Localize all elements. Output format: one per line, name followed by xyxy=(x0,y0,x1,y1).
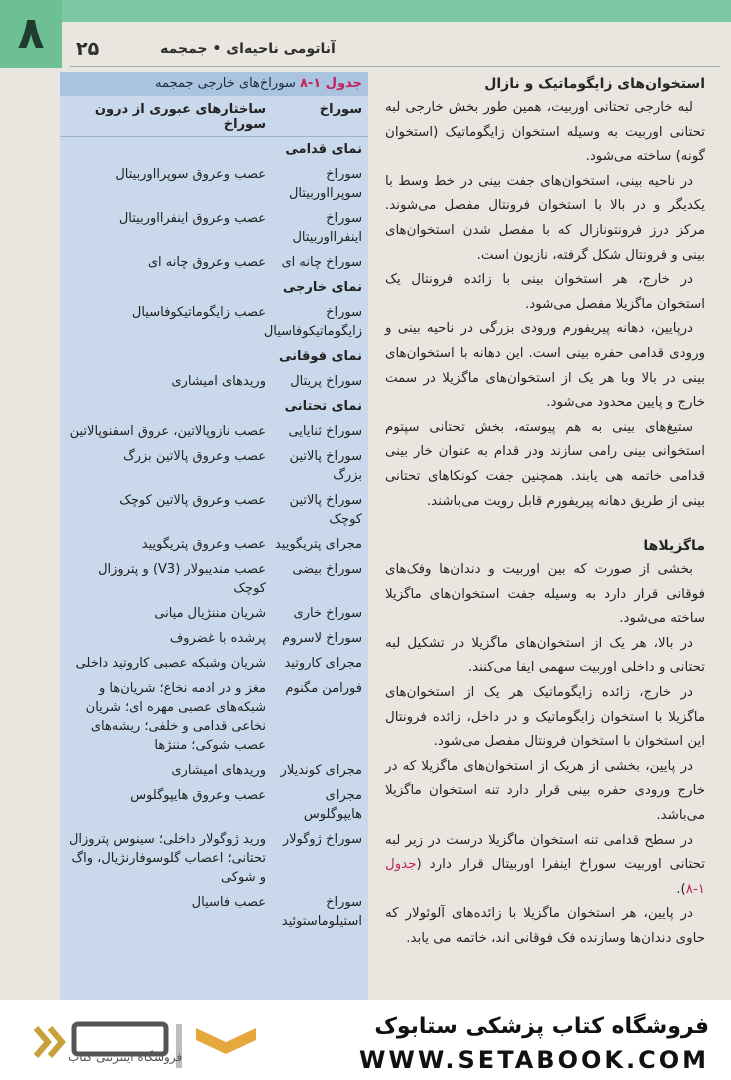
table-row xyxy=(60,532,368,557)
foramen-cell: مجرای کوندیلار xyxy=(280,763,362,778)
table-row xyxy=(60,250,368,275)
structures-cell: عصب وعروق سوپرااوربیتال xyxy=(115,167,266,182)
ref-text-after: ). xyxy=(676,881,686,897)
foramen-cell: سوراخ ژوگولار xyxy=(282,832,362,847)
table-title: سوراخ‌های خارجی جمجمه xyxy=(155,76,296,91)
header-band xyxy=(0,0,731,22)
paragraph: در خارج، هر استخوان بینی با زائده فرونتال یک استخوان ماگزیلا مفصل می‌شود. xyxy=(385,272,705,312)
structures-cell: عصب وعروق اینفرااوربیتال xyxy=(118,211,266,226)
structures-cell xyxy=(60,278,272,297)
foramen-cell: سوراخ استیلوماستوئید xyxy=(281,895,362,929)
table-row xyxy=(60,275,368,300)
chapter-tab: ۸ xyxy=(0,0,62,68)
table-row xyxy=(60,162,368,206)
structures-cell: وریدهای امیشاری xyxy=(171,374,266,389)
foramen-cell: فورامن مگنوم xyxy=(285,681,362,696)
structures-cell: عصب وعروق پتریگویید xyxy=(141,537,266,552)
table-body xyxy=(60,137,368,934)
table-row xyxy=(60,137,368,162)
table-row xyxy=(60,827,368,890)
table-row xyxy=(60,394,368,419)
table-group-label: نمای تحتانی xyxy=(284,399,362,414)
table-row xyxy=(60,206,368,250)
paragraph: در پایین، بخشی از هریک از استخوان‌های ماگزیلا که در خارج ورودی حفره بینی قرار دارد تنه استخوان ماگزیلا می‌باشد. xyxy=(385,758,705,824)
structures-cell: ورید ژوگولار داخلی؛ سینوس پتروزال تحتانی؛ اعصاب گلوسوفارنژیال، واگ و شوکی xyxy=(68,832,266,885)
table-row xyxy=(60,444,368,488)
table-group-label: نمای فوقانی xyxy=(278,349,362,364)
table-header-foramen: سوراخ xyxy=(319,102,362,117)
page-number: ۲۵ xyxy=(76,38,100,60)
store-url[interactable]: WWW.SETABOOK.COM xyxy=(358,1046,709,1074)
structures-cell: عصب وعروق پالاتین کوچک xyxy=(119,493,266,508)
table-row xyxy=(60,300,368,344)
foramen-cell: سوراخ پریتال xyxy=(290,374,362,389)
structures-cell: مغز و در ادمه نخاع؛ شریان‌ها و شبکه‌های عصبی مهره ای؛ شریان نخاعی قدامی و خلفی؛ ریشه‌های عصب شوکی؛ مننژها xyxy=(85,681,266,753)
table-group-label: نمای قدامی xyxy=(285,142,362,157)
table-row xyxy=(60,344,368,369)
table-row xyxy=(60,601,368,626)
paragraph: ستیغ‌های بینی به هم پیوسته، بخش تحتانی سپتوم استخوانی بینی رامی سازند ودر قدام به عنوان خار بینی قدامی خاتمه هی یابند. همچنین جفت کونکاهای تحتانی بینی از طریق دهانه پیریفورم قابل رویت می‌باشند. xyxy=(385,419,705,509)
ref-text-before: در سطح قدامی تنه استخوان ماگزیلا درست در زیر لبه تحتانی اوربیت سوراخ اینفرا اوربیتال قرار دارد ( xyxy=(385,832,705,873)
foramen-cell: سوراخ لاسروم xyxy=(282,631,362,646)
section-title: استخوان‌های زایگوماتیک و نازال xyxy=(484,76,705,92)
paragraph: در پایین، هر استخوان ماگزیلا با زائده‌های آلوئولار که حاوی دندان‌ها وسازنده فک فوقانی اند، خاتمه می یابد. xyxy=(385,906,705,946)
structures-cell: شریان مننژیال میانی xyxy=(154,606,266,621)
structures-cell: پرشده با غضروف xyxy=(169,631,266,646)
table-group-label: نمای خارجی xyxy=(282,280,362,295)
foramen-cell: سوراخ بیضی xyxy=(292,562,362,577)
store-name: فروشگاه کتاب پزشکی ستابوک xyxy=(374,1014,709,1039)
store-footer xyxy=(0,1000,731,1080)
paragraph: در ناحیه بینی، استخوان‌های جفت بینی در خط وسط با یکدیگر و در بالا با استخوان فرونتال مفصل می‌شوند. مرکز درز فرونتونازال که با مفصل شدن استخوان‌های بینی و فرونتال شکل گرفته، نازیون است. xyxy=(385,173,705,263)
table-row xyxy=(60,557,368,601)
table-row xyxy=(60,890,368,934)
header-rule xyxy=(70,66,720,67)
table-row xyxy=(60,651,368,676)
structures-cell: وریدهای امیشاری xyxy=(171,763,266,778)
section-gap xyxy=(385,514,705,534)
logo-caption: فروشگاه اینترنتی کتاب xyxy=(68,1050,183,1064)
foramina-table xyxy=(60,72,368,1000)
foramen-cell: مجرای کاروتید xyxy=(284,656,362,671)
table-row xyxy=(60,676,368,758)
table-row xyxy=(60,626,368,651)
structures-cell xyxy=(60,140,272,159)
structures-cell: عصب نازوپالاتین، عروق اسفنوپالاتین xyxy=(69,424,266,439)
paragraph: درپایین، دهانه پیریفورم ورودی بزرگی در ناحیه بینی و ورودی قدامی حفره بینی است. این دهانه با استخوان‌های بینی در بالا وبا هر یک از استخوان‌های ماگزیلا در سمت خارج و پایین محدود می‌شود. xyxy=(385,321,705,411)
section-title: ماگزیلاها xyxy=(643,538,705,555)
foramen-cell: سوراخ سوپرااوربیتال xyxy=(288,167,362,201)
foramen-cell: سوراخ زایگوماتیکوفاسیال xyxy=(263,305,362,339)
table-label: جدول ۱-۸ xyxy=(299,76,362,91)
structures-cell: عصب فاسیال xyxy=(191,895,266,910)
structures-cell: عصب وعروق پالاتین بزرگ xyxy=(123,449,266,464)
foramen-cell: مجرای هایپوگلوس xyxy=(303,788,362,822)
foramen-cell: سوراخ ثنایایی xyxy=(288,424,362,439)
foramen-cell: سوراخ خاری xyxy=(293,606,362,621)
foramen-cell: سوراخ پالاتین کوچک xyxy=(289,493,362,527)
table-reference-link[interactable]: جدول ۱-۸ xyxy=(385,857,705,897)
foramen-cell: سوراخ پالاتین بزرگ xyxy=(289,449,362,483)
table-caption xyxy=(60,72,368,96)
structures-cell: شریان وشبکه عصبی کاروتید داخلی xyxy=(75,656,266,671)
table-row xyxy=(60,488,368,532)
table-row xyxy=(60,783,368,827)
foramen-cell: سوراخ اینفرااوربیتال xyxy=(292,211,362,245)
running-head: آناتومی ناحیه‌ای • جمجمه xyxy=(160,41,336,57)
table-row xyxy=(60,419,368,444)
structures-cell: عصب وعروق هایپوگلوس xyxy=(130,788,266,803)
structures-cell xyxy=(60,347,272,366)
paragraph: در بالا، هر یک از استخوان‌های ماگزیلا در تشکیل لبه تحتانی و داخلی اوربیت سهمی ایفا می‌کنند. xyxy=(385,635,705,676)
paragraph: بخشی از صورت که بین اوربیت و دندان‌ها وفک‌های فوقانی قرار دارد به وسیله جفت استخوان‌های ماگزیلا ساخته می‌شود. xyxy=(385,562,705,627)
table-row xyxy=(60,758,368,783)
paragraph-with-reference xyxy=(385,829,705,903)
main-text xyxy=(385,72,705,952)
structures-cell xyxy=(60,397,272,416)
structures-cell: عصب مندیبولار (V3) و پتروزال کوچک xyxy=(98,562,266,596)
table-header-structures: ساختارهای عبوری از درون سوراخ xyxy=(94,102,266,132)
table-row xyxy=(60,369,368,394)
paragraph: لبه خارجی تحتانی اوربیت، همین طور بخش خارجی لبه تحتانی اوربیت به وسیله استخوان زایگوماتیک (استخوان گونه) ساخته می‌شود. xyxy=(385,100,705,165)
foramen-cell: سوراخ چانه ای xyxy=(281,255,362,270)
structures-cell: عصب وعروق چانه ای xyxy=(147,255,266,270)
foramen-cell: مجرای پتریگویید xyxy=(274,537,362,552)
paragraph: در خارج، زائده زایگوماتیک هر یک از استخوان‌های ماگزیلا با استخوان زایگوماتیک و در داخل، زائده فرونتال این استخوان با استخوان فرونتال مفصل می‌شود. xyxy=(385,685,705,750)
structures-cell: عصب زایگوماتیکوفاسیال xyxy=(131,305,266,320)
table-header-row xyxy=(60,96,368,137)
